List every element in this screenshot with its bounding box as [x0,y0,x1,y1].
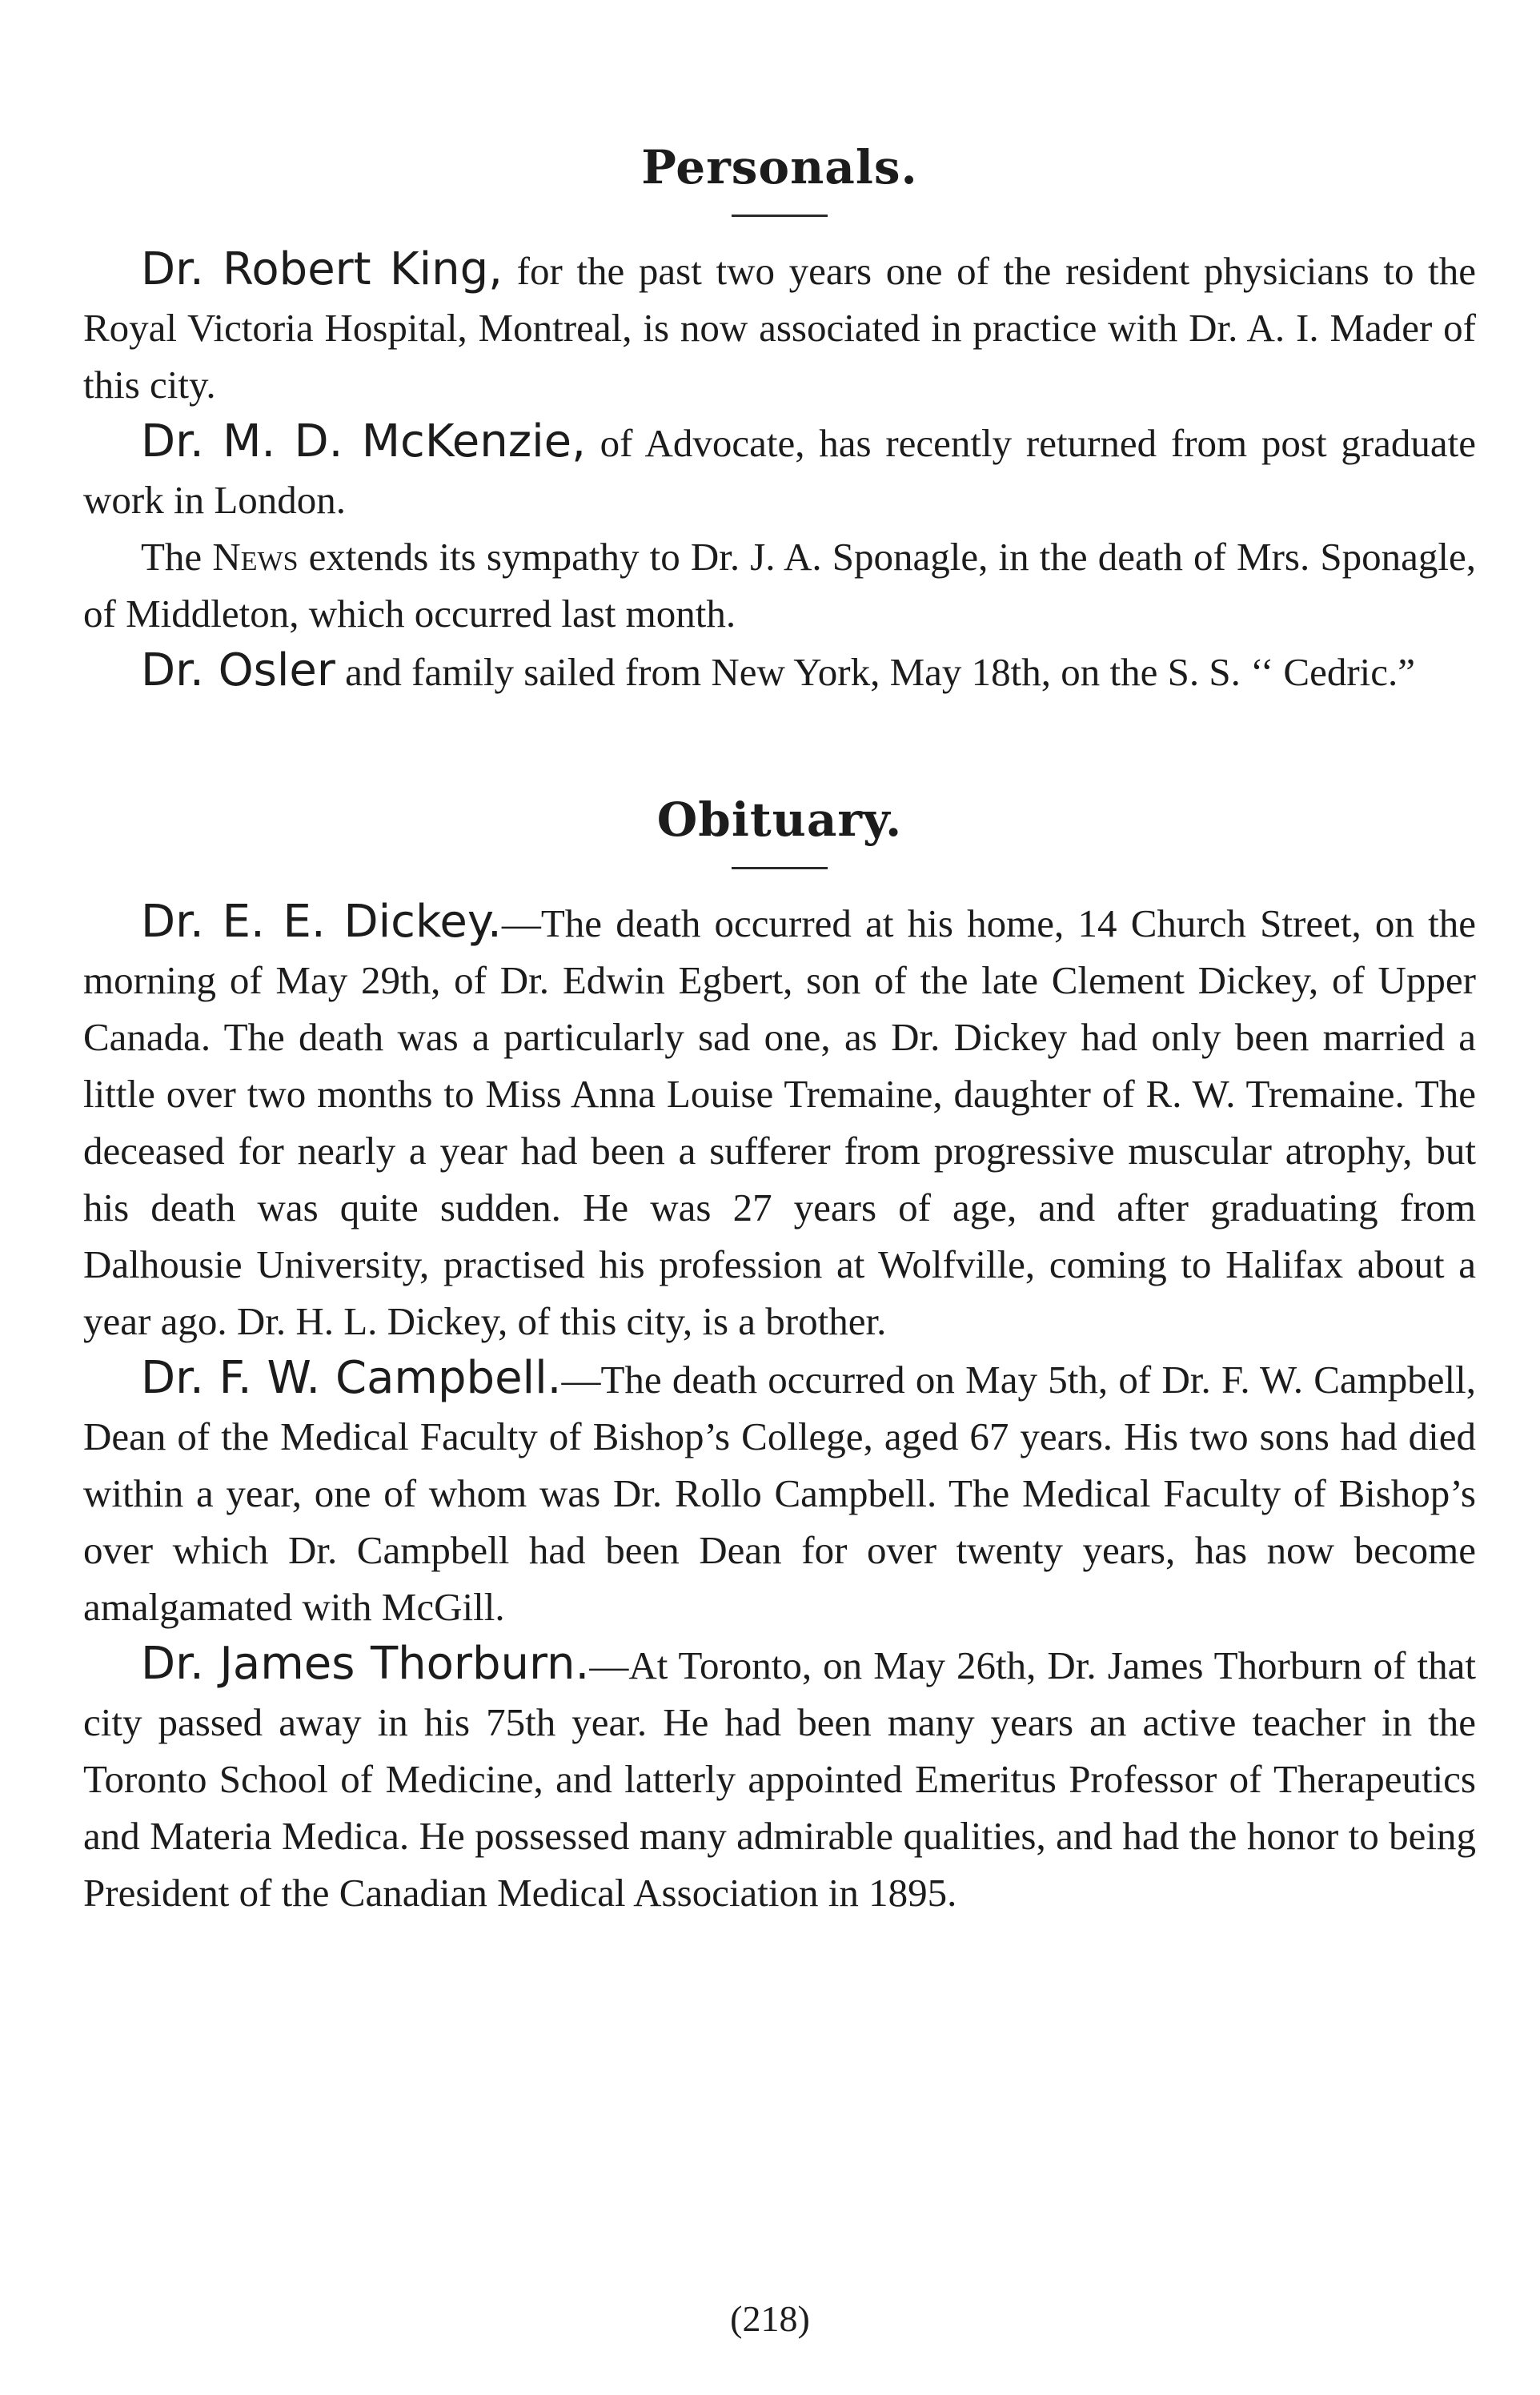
page-content [83,140,1477,1921]
obituary-entry-thorburn [83,1635,1476,1921]
entry-text: extends its sympathy to Dr. J. A. Sponagle, in the death of Mrs. Sponagle, of Middleton, which occurred last month. [83,535,1476,636]
page-number: (218) [730,2298,810,2339]
personal-entry-sponagle [83,528,1476,642]
entry-name: Dr. E. E. Dickey. [141,896,502,948]
entry-publication: News [212,535,299,579]
personal-entry-king [83,241,1476,413]
personal-entry-osler [83,642,1476,700]
entry-lead: The [141,535,213,579]
entry-text: —At Toronto, on May 26th, Dr. James Thorburn of that city passed away in his 75th year. He had been many years an active teacher in the Toronto School of Medicine, and latterly appointed Emeritus Professor of Therapeutics and Materia Medica. He possessed many admirable qualities, and had the honor to being President of the Canadian Medical Association in 1895. [83,1643,1476,1915]
entry-name: Dr. M. D. McKenzie, [141,415,586,467]
obituary-divider [732,867,828,869]
entry-name: Dr. James Thorburn. [141,1638,590,1690]
personals-heading: Personals. [641,140,918,195]
entry-name: Dr. F. W. Campbell. [141,1352,562,1404]
obituary-heading: Obituary. [656,792,903,847]
personal-entry-mckenzie [83,413,1476,528]
section-spacer [83,700,1476,796]
entry-text: and family sailed from New York, May 18th, on the S. S. ‘‘ Cedric.” [335,650,1416,694]
obituary-entry-dickey [83,893,1476,1350]
entry-name: Dr. Robert King, [141,243,503,295]
entry-text: —The death occurred at his home, 14 Church Street, on the morning of May 29th, of Dr. Edwin Egbert, son of the late Clement Dickey, of Upper Canada. The death was a particularly sad one, as Dr. Dickey had only been married a little over two months to Miss Anna Louise Tremaine, daughter of R. W. Tremaine. The deceased for nearly a year had been a sufferer from progressive muscular atrophy, but his death was quite sudden. He was 27 years of age, and after graduating from Dalhousie University, practised his profession at Wolfville, coming to Halifax about a year ago. Dr. H. L. Dickey, of this city, is a brother. [83,901,1477,1343]
entry-name: Dr. Osler [141,644,335,696]
entry-text: —The death occurred on May 5th, of Dr. F. W. Campbell, Dean of the Medical Faculty of Bishop’s College, aged 67 years. His two sons had died within a year, one of whom was Dr. Rollo Campbell. The Medical Faculty of Bishop’s over which Dr. Campbell had been Dean for over twenty years, has now become amalgamated with McGill. [83,1358,1476,1629]
personals-divider [732,215,828,217]
obituary-entry-campbell [83,1350,1476,1635]
entry-text: for the past two years one of the resident physicians to the Royal Victoria Hospital, Montreal, is now associated in practice with Dr. A. I. Mader of this city. [83,249,1476,407]
entry-text: of Advocate, has recently returned from post graduate work in London. [83,421,1476,522]
